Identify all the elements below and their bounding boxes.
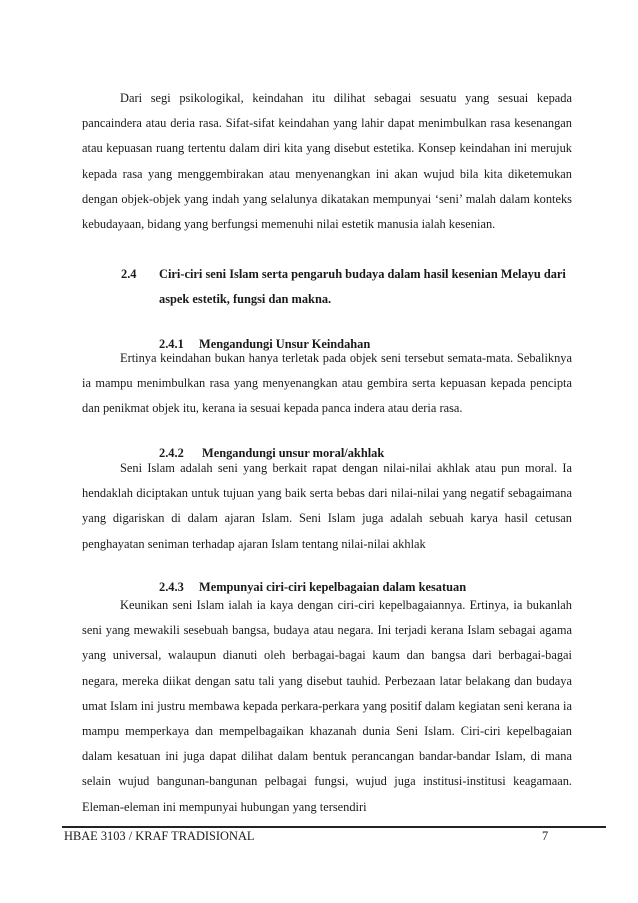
subsection-2-4-1-title: Mengandungi Unsur Keindahan xyxy=(199,337,371,351)
subsection-2-4-3-number: 2.4.3 xyxy=(159,580,184,594)
subsection-2-4-3-paragraph: Keunikan seni Islam ialah ia kaya dengan ciri-ciri kepelbagaiannya. Ertinya, ia bukanlah seni yang mewakili sesebuah bangsa, budaya atau negara. Ini terjadi kerana Islam sebagai agama yang universal, walaupun dianuti oleh berbagai-bagai kaum dan bangsa dari berbagai-bagai negara, mereka diikat dengan satu tali yang disebut tauhid. Perbezaan latar belakang dan budaya umat Islam ini justru membawa kepada perkara-perkara yang positif dalam kegiatan seni kerana ia mampu memperkaya dan mempelbagaikan khazanah dunia Seni Islam. Ciri-ciri kepelbagaian dalam kesatuan ini juga dapat dilihat dalam bentuk perancangan bandar-bandar Islam, di mana selain wujud bangunan-bangunan pelbagai fungsi, wujud juga institusi-institusi keagamaan. Eleman-eleman ini mempunyai hubungan yang tersendiri xyxy=(82,598,572,814)
intro-paragraph: Dari segi psikologikal, keindahan itu dilihat sebagai sesuatu yang sesuai kepada pancaindera atau deria rasa. Sifat-sifat keindahan yang lahir dapat menimbulkan rasa kesenangan atau kepuasan ruang tertentu dalam diri kita yang disebut estetika. Konsep keindahan ini merujuk kepada rasa yang menggembirakan atau menyenangkan ini akan wujud bila kita diketemukan dengan objek-objek yang indah yang selalunya dikatakan mempunyai ‘seni’ malah dalam konteks kebudayaan, bidang yang berfungsi memenuhi nilai estetik manusia ialah kesenian. xyxy=(82,91,572,232)
footer-course-label: HBAE 3103 / KRAF TRADISIONAL xyxy=(64,829,255,843)
footer-page-number: 7 xyxy=(542,829,549,843)
subsection-2-4-3-title: Mempunyai ciri-ciri kepelbagaian dalam kesatuan xyxy=(199,580,467,594)
subsection-2-4-2-paragraph: Seni Islam adalah seni yang berkait rapat dengan nilai-nilai akhlak atau pun moral. Ia hendaklah diciptakan untuk tujuan yang baik serta bebas dari nilai-nilai yang negatif sebagaimana yang digariskan di dalam ajaran Islam. Seni Islam juga adalah sebuah karya hasil cetusan penghayatan seniman terhadap ajaran Islam tentang nilai-nilai akhlak xyxy=(82,461,572,551)
footer-divider xyxy=(62,826,606,828)
subsection-2-4-1-paragraph: Ertinya keindahan bukan hanya terletak pada objek seni tersebut semata-mata. Sebaliknya ia mampu menimbulkan rasa yang menyenangkan atau gembira serta kepuasan kepada pencipta dan penikmat objek itu, kerana ia sesuai kepada panca indera atau deria rasa. xyxy=(82,351,572,416)
section-2-4-number: 2.4 xyxy=(121,267,137,281)
subsection-2-4-2-title: Mengandungi unsur moral/akhlak xyxy=(202,446,385,460)
subsection-2-4-2-number: 2.4.2 xyxy=(159,446,184,460)
subsection-2-4-1-number: 2.4.1 xyxy=(159,337,184,351)
section-2-4-title: Ciri-ciri seni Islam serta pengaruh budaya dalam hasil kesenian Melayu dari aspek estetik, fungsi dan makna. xyxy=(159,267,566,307)
